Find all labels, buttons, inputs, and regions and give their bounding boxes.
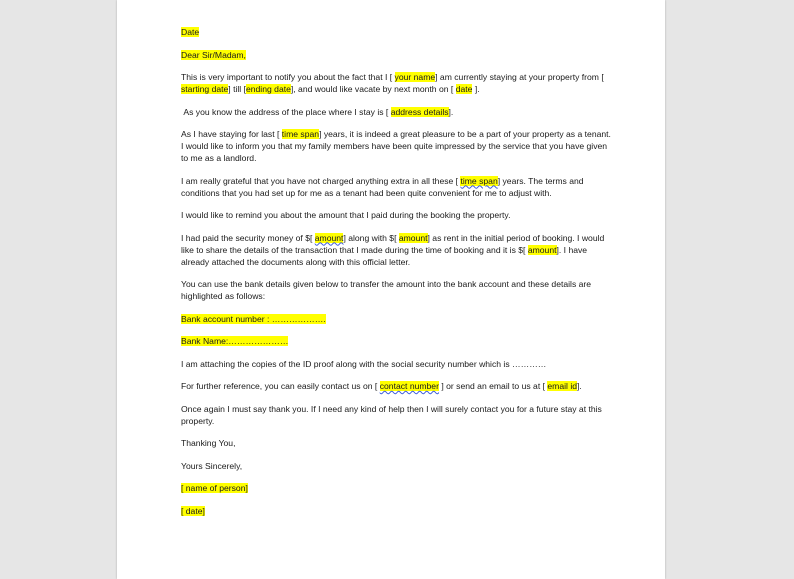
text-run: ]. (448, 106, 454, 117)
closing-line: Yours Sincerely, (181, 460, 243, 471)
paragraph-address (181, 106, 611, 118)
paragraph-bank-intro: You can use the bank details given below to transfer the amount into the bank account and these details are highlighted as follows: (181, 279, 592, 301)
security-amount-placeholder: amount (314, 232, 344, 243)
text-run: ] till [ (228, 84, 246, 94)
paragraph-reminder: I would like to remind you about the amount that I paid during the booking the property. (181, 210, 511, 220)
letter-body[interactable] (181, 26, 611, 527)
name-of-person-placeholder: [ name of person] (181, 483, 248, 493)
address-details-placeholder: address details (390, 106, 449, 117)
text-run: ] years. The terms and conditions that you had set up for me as a tenant had been quite convenient for me to adjust with. (181, 175, 584, 198)
text-run: ], and would like vacate by next month on [ (290, 84, 454, 94)
ending-date-placeholder: ending date (245, 84, 291, 94)
paragraph-thanks: Once again I must say thank you. If I need any kind of help then I will surely contact you for a future stay at this property. (181, 403, 602, 426)
thanking-line: Thanking You, (181, 438, 236, 448)
text-run: ] am currently staying at your property from [ (435, 72, 604, 82)
document-page (117, 0, 665, 579)
bank-name-placeholder: Bank Name:………………… (181, 336, 289, 346)
date-line (181, 26, 611, 38)
text-run: ]. (474, 84, 480, 94)
bank-name-line (181, 335, 611, 347)
text-run: I am really grateful that you have not charged anything extra in all these [ (181, 175, 459, 186)
paragraph-tenancy (181, 128, 611, 164)
time-span-placeholder: time span (460, 175, 498, 186)
text-run: ] along with $[ (343, 232, 397, 243)
paragraph-id-proof: I am attaching the copies of the ID proof along with the social security number which is ………… (181, 358, 547, 369)
signature-date-line (181, 505, 611, 517)
text-run: I had paid the security money of $[ (181, 232, 313, 243)
text-run: As you know the address of the place where I stay is [ (183, 106, 389, 117)
paragraph-gratitude (181, 175, 611, 199)
text-run: ]. (577, 381, 582, 391)
bank-account-line (181, 313, 611, 325)
signature-date-placeholder: [ date] (181, 505, 205, 516)
bank-account-placeholder: Bank account number : ………………. (181, 313, 326, 324)
text-run: This is very important to notify you about the fact that I [ (181, 72, 393, 82)
text-run: ] as rent in the initial period of booking. I would like to share the details of the transaction that I made during the time of booking and it is $[ (181, 232, 605, 255)
text-run: For further reference, you can easily contact us on [ (181, 381, 378, 391)
text-run: ]. I have already attached the documents along with this official letter. (181, 244, 588, 267)
transaction-amount-placeholder: amount (527, 244, 557, 255)
email-id-placeholder: email id (547, 381, 578, 391)
starting-date-placeholder: starting date (181, 84, 229, 94)
vacate-date-placeholder: date (455, 84, 473, 94)
paragraph-payment (181, 232, 611, 268)
text-run: ] or send an email to us at [ (441, 381, 546, 391)
salutation-text: Dear Sir/Madam, (181, 49, 246, 60)
salutation (181, 49, 611, 61)
contact-number-placeholder: contact number (379, 381, 439, 391)
rent-amount-placeholder: amount (398, 232, 428, 243)
text-run: As I have staying for last [ (181, 129, 280, 139)
date-placeholder: Date (181, 27, 200, 37)
your-name-placeholder: your name (394, 72, 436, 82)
time-span-placeholder: time span (281, 129, 320, 139)
paragraph-contact (181, 380, 611, 392)
paragraph-intro (181, 71, 611, 95)
text-run: ] years, it is indeed a great pleasure to be a part of your property as a tenant. I would like to inform you that my family members have been quite impressed by the service that you have given to me as a landlord. (181, 129, 611, 163)
signature-name-line (181, 482, 611, 494)
